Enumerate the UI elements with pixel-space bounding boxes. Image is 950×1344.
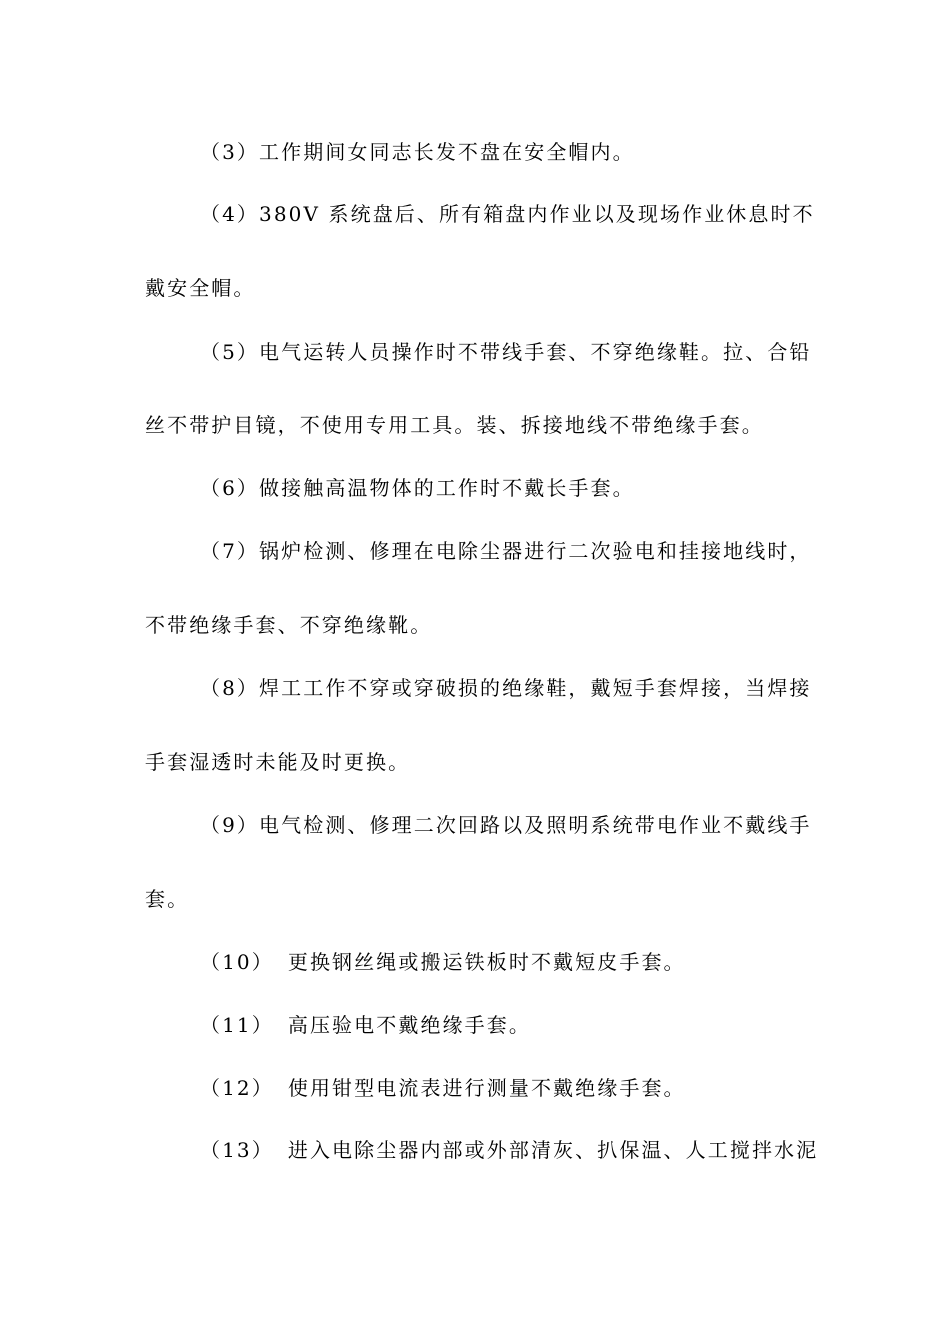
item-12-text: 使用钳型电流表进行测量不戴绝缘手套。 <box>287 1076 686 1100</box>
item-4-line-1: （4）380V 系统盘后、所有箱盘内作业以及现场作业休息时不 <box>200 202 815 226</box>
item-4-line-2: 戴安全帽。 <box>145 276 256 300</box>
item-8-line-1: （8）焊工工作不穿或穿破损的绝缘鞋，戴短手套焊接，当焊接 <box>200 676 812 700</box>
item-10 <box>200 948 807 976</box>
item-12 <box>200 1074 807 1102</box>
item-10-number: （10） <box>200 950 274 974</box>
item-6: （6）做接触高温物体的工作时不戴长手套。 <box>200 476 635 500</box>
item-11 <box>200 1011 807 1039</box>
item-13-text: 进入电除尘器内部或外部清灰、扒保温、人工搅拌水泥 <box>287 1138 819 1162</box>
item-3: （3）工作期间女同志长发不盘在安全帽内。 <box>200 140 635 164</box>
item-11-text: 高压验电不戴绝缘手套。 <box>287 1013 531 1037</box>
item-12-number: （12） <box>200 1076 274 1100</box>
item-7-line-2: 不带绝缘手套、不穿绝缘靴。 <box>145 613 433 637</box>
item-7-line-1: （7）锅炉检测、修理在电除尘器进行二次验电和挂接地线时， <box>200 539 812 563</box>
item-9-line-1: （9）电气检测、修理二次回路以及照明系统带电作业不戴线手 <box>200 813 812 837</box>
item-8-line-2: 手套湿透时未能及时更换。 <box>145 750 411 774</box>
item-13-number: （13） <box>200 1138 274 1162</box>
item-13-line-1 <box>200 1136 819 1164</box>
item-5-line-1: （5）电气运转人员操作时不带线手套、不穿绝缘鞋。拉、合铅 <box>200 340 812 364</box>
item-9-line-2: 套。 <box>145 887 190 911</box>
item-5-line-2: 丝不带护目镜，不使用专用工具。装、拆接地线不带绝缘手套。 <box>145 413 764 437</box>
item-11-number: （11） <box>200 1013 274 1037</box>
item-10-text: 更换钢丝绳或搬运铁板时不戴短皮手套。 <box>287 950 686 974</box>
